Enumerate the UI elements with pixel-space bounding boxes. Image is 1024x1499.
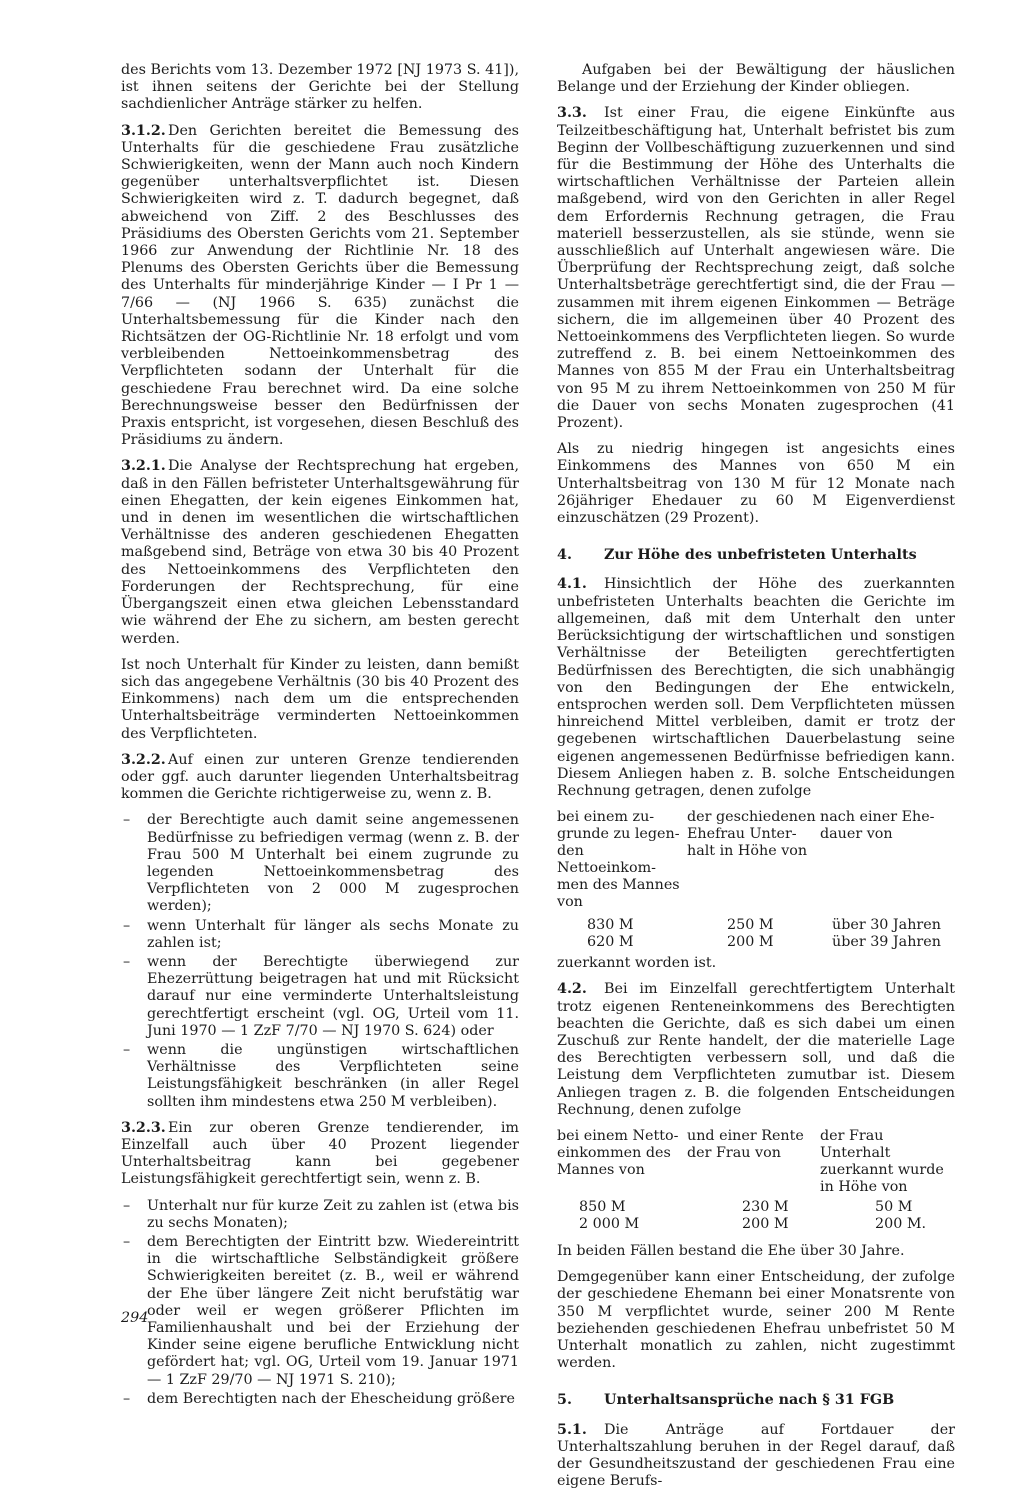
- table-cell: 830 M: [587, 917, 634, 934]
- section-3-1-2: [121, 123, 519, 450]
- heading-section-4: [557, 547, 955, 564]
- section-number: 4.1.: [557, 576, 587, 593]
- page-number: 294: [121, 1310, 149, 1326]
- header-line: einkommen des: [557, 1144, 671, 1161]
- header-line: dauer von: [820, 826, 893, 843]
- header-line: der Frau von: [687, 1144, 781, 1161]
- paragraph-niedrig: Als zu niedrig hingegen ist angesichts eines Einkommens des Mannes von 650 M ein Unterhaltsbeitrag von 130 M für 12 Monate nach 26jähriger Ehedauer zu 60 M Eigenverdienst einzuschätzen (29 Prozent).: [557, 441, 955, 527]
- table-row: [557, 1199, 955, 1216]
- section-text: Auf einen zur unteren Grenze tendierenden oder ggf. auch darunter liegenden Unterhaltsbeitrag kommen die Gerichte richtigerweise zu, wenn z. B.: [121, 751, 519, 803]
- header-line: bei einem Netto-: [557, 1127, 679, 1144]
- paragraph-beiden: In beiden Fällen bestand die Ehe über 30 Jahre.: [557, 1242, 905, 1259]
- table-cell: 250 M: [727, 917, 774, 934]
- table-cell: 2 000 M: [579, 1215, 640, 1232]
- table-cell: 50 M: [875, 1198, 913, 1215]
- section-number: 3.2.2.: [121, 751, 166, 768]
- table-row: [557, 917, 955, 934]
- table-cell: 200 M: [727, 934, 774, 951]
- section-text: Hinsichtlich der Höhe des zuerkannten unbefristeten Unterhalts beachten die Gerichte im allgemeinen, daß mit dem Unterhalt den unter Berücksichtigung der wirtschaftlichen und sonstigen Verhältnisse der Beteiligten gerechtfertigten Bedürfnissen des Berechtigten, die sich unabhängig von den Bedingungen der Ehe entwickeln, entsprochen werden soll. Dem Verpflichteten müssen hinreichend Mittel verbleiben, damit er trotz der gegebenen wirtschaftlichen Dauerbelastung seine eigenen angemessenen Bedürfnisse befriedigen kann. Diesem Anliegen haben z. B. solche Entscheidungen Rechnung getragen, denen zufolge: [557, 576, 955, 799]
- table-cell: 230 M: [742, 1198, 789, 1215]
- table-header-cell: [820, 1128, 955, 1196]
- list-item: – wenn die ungünstigen wirtschaftlichen Verhältnisse des Verpflichteten seine Leistungsfähigkeit beschränken (in aller Regel sollten ihm mindestens etwa 250 M verbleiben).: [121, 1042, 519, 1111]
- header-line: der geschiedenen: [687, 809, 816, 826]
- table-row: [557, 934, 955, 951]
- income-table-1: [557, 809, 955, 951]
- dash-list-upper: [121, 1198, 519, 1408]
- table-cell: 200 M: [742, 1215, 789, 1232]
- section-4-1: [557, 576, 955, 800]
- heading-text: Zur Höhe des unbefristeten Unterhalts: [604, 547, 917, 564]
- header-line: in Höhe von: [820, 1178, 908, 1195]
- section-3-3: [557, 105, 955, 432]
- section-text: Ist einer Frau, die eigene Einkünfte aus Teilzeitbeschäftigung hat, Unterhalt befristet bis zum Beginn der Vollbeschäftigung zuzuerkennen und sind für die Bestimmung der Höhe des Unterhalts die wirtschaftlichen Verhältnisse der Parteien allein maßgebend, wird von den Gerichten in aller Regel dem Erfordernis Rechnung getragen, die Frau materiell besserzustellen, als sie stünde, wenn sie ausschließlich auf Unterhalt angewiesen wäre. Die Überprüfung der Rechtsprechung zeigt, daß solche Unterhaltsbeträge gerechtfertigt sind, die der Frau — zusammen mit ihrem eigenen Einkommen — Beträge sichern, die im allgemeinen über 40 Prozent des Nettoeinkommens des Verpflichteten liegen. So wurde zutreffend z. B. bei einem Nettoeinkommen des Mannes von 855 M der Frau ein Unterhaltsbeitrag von 95 M zu ihrem Nettoeinkommen von 250 M für die Dauer von sechs Monaten zugesprochen (41 Prozent).: [557, 105, 955, 432]
- header-line: men des Mannes: [557, 877, 680, 894]
- table-cell: über 39 Jahren: [832, 934, 941, 951]
- paragraph-demgegenueber: Demgegenüber kann einer Entscheidung, der zufolge der geschiedene Ehemann bei einer Monatsrente von 350 M verpflichtet wurde, seiner 200 M Rente beziehenden geschiedenen Ehefrau unbefristet 50 M Unterhalt monatlich zu zahlen, nicht zugestimmt werden.: [557, 1269, 955, 1372]
- header-line: halt in Höhe von: [687, 843, 808, 860]
- left-column: [121, 62, 519, 1417]
- table-header-cell: [557, 809, 687, 911]
- section-3-2-1: [121, 458, 519, 647]
- header-line: der Frau Unterhalt: [820, 1127, 891, 1161]
- heading-section-5: [557, 1392, 955, 1409]
- list-item: – dem Berechtigten der Eintritt bzw. Wiedereintritt in die wirtschaftliche Selbständigkeit größere Schwierigkeiten bereitet (z. B., weil er während der Ehe über längere Zeit nicht berufstätig war oder weil er wegen größerer Pflichten im Familienhaushalt und bei der Erziehung der Kinder seine eigene berufliche Entwicklung nicht gefördert hat; vgl. OG, Urteil vom 19. Januar 1971 — 1 ZzF 29/70 — NJ 1971 S. 210);: [121, 1234, 519, 1389]
- table-header-cell: [820, 809, 955, 911]
- dash-list-lower: [121, 812, 519, 1110]
- list-item: – der Berechtigte auch damit seine angemessenen Bedürfnisse zu befriedigen vermag (wenn z. B. der Frau 500 M Unterhalt bei einem zugrunde zu legenden Nettoeinkommensbetrag des Verpflichteten von 2 000 M zugesprochen werden);: [121, 812, 519, 915]
- table-cell: 200 M.: [875, 1215, 927, 1232]
- section-number: 3.2.1.: [121, 458, 166, 475]
- heading-text: Unterhaltsansprüche nach § 31 FGB: [604, 1392, 895, 1409]
- right-column: [557, 62, 955, 1499]
- header-line: und einer Rente: [687, 1127, 804, 1144]
- section-4-2: [557, 981, 955, 1119]
- section-text: Die Anträge auf Fortdauer der Unterhaltszahlung beruhen in der Regel darauf, daß der Gesundheitszustand der geschiedenen Frau eine eigene Berufs-: [557, 1421, 955, 1490]
- header-line: bei einem zu-: [557, 809, 655, 826]
- section-3-2-2: [121, 752, 519, 804]
- list-item: – wenn der Berechtigte überwiegend zur Ehezerrüttung beigetragen hat und mit Rücksicht darauf nur eine verminderte Unterhaltsleistung gerechtfertigt erscheint (vgl. OG, Urteil vom 11. Juni 1970 — 1 ZzF 7/70 — NJ 1970 S. 624) oder: [121, 954, 519, 1040]
- section-text: Den Gerichten bereitet die Bemessung des Unterhalts für die geschiedene Frau zusätzliche Schwierigkeiten, wenn der Mann auch noch Kindern gegenüber unterhaltsverpflichtet ist. Diesen Schwierigkeiten wird z. T. dadurch begegnet, daß abweichend von Ziff. 2 des Beschlusses des Präsidiums des Obersten Gerichts vom 21. September 1966 zur Anwendung der Richtlinie Nr. 18 des Plenums des Obersten Gerichts über die Bemessung des Unterhalts für minderjährige Kinder — I Pr 1 — 7/66 — (NJ 1966 S. 635) zunächst die Unterhaltsbemessung für die Kinder nach den Richtsätzen der OG-Richtlinie Nr. 18 erfolgt und vom verbleibenden Nettoeinkommensbetrag des Verpflichteten sodann der Unterhalt für die geschiedene Frau berechnet wird. Da eine solche Berechnungsweise besser den Bedürfnissen der Praxis entspricht, ist vorgesehen, diesen Beschluß des Präsidiums zu ändern.: [121, 122, 519, 449]
- table-header: [557, 1128, 955, 1196]
- section-5-1: [557, 1422, 955, 1491]
- table-cell: über 30 Jahren: [832, 917, 941, 934]
- section-text: Ein zur oberen Grenze tendierender, im Einzelfall auch über 40 Prozent liegender Unterhaltsbeitrag kann bei gegebener Leistungsfähigkeit gerechtfertigt sein, wenn z. B.: [121, 1119, 519, 1188]
- table-header-cell: [687, 809, 820, 911]
- header-line: zuerkannt wurde: [820, 1161, 944, 1178]
- paragraph-continuation: Aufgaben bei der Bewältigung der häuslichen Belange und der Erziehung der Kinder obliegen.: [557, 62, 955, 96]
- table-header-cell: [687, 1128, 820, 1196]
- paragraph-kinder: Ist noch Unterhalt für Kinder zu leisten, dann bemißt sich das angegebene Verhältnis (30 bis 40 Prozent des Einkommens) nach dem um die entsprechenden Unterhaltsbeiträge verminderten Nettoeinkommen des Verpflichteten.: [121, 656, 519, 742]
- table-header: [557, 809, 955, 911]
- section-number: 3.3.: [557, 105, 587, 122]
- paragraph-zuerkannt: zuerkannt worden ist.: [557, 955, 717, 972]
- header-line: nach einer Ehe-: [820, 809, 935, 826]
- section-number: 3.2.3.: [121, 1119, 166, 1136]
- heading-number: 5.: [557, 1392, 572, 1409]
- section-number: 4.2.: [557, 981, 587, 998]
- paragraph-continuation: des Berichts vom 13. Dezember 1972 [NJ 1973 S. 41]), ist ihnen seitens der Gerichte bei der Stellung sachdienlicher Anträge stärker zu helfen.: [121, 62, 519, 113]
- section-number: 3.1.2.: [121, 122, 166, 139]
- header-line: Mannes von: [557, 1161, 645, 1178]
- header-line: Ehefrau Unter-: [687, 826, 797, 843]
- list-item: – wenn Unterhalt für länger als sechs Monate zu zahlen ist;: [121, 918, 519, 952]
- header-line: den Nettoeinkom-: [557, 843, 656, 877]
- section-number: 5.1.: [557, 1421, 587, 1438]
- table-cell: 850 M: [579, 1198, 626, 1215]
- header-line: grunde zu legen-: [557, 826, 680, 843]
- section-text: Die Analyse der Rechtsprechung hat ergeben, daß in den Fällen befristeter Unterhaltsgewährung für einen Ehegatten, der kein eigenes Einkommen hat, und in denen im wesentlichen die wirtschaftlichen Verhältnisse des anderen geschiedenen Ehegatten maßgebend sind, Beträge von etwa 30 bis 40 Prozent des Nettoeinkommens des Verpflichteten den Forderungen der Rechtsprechung, für eine Übergangszeit einen etwa gleichen Lebensstandard wie während der Ehe zu sichern, am besten gerecht werden.: [121, 458, 519, 647]
- table-row: [557, 1216, 955, 1233]
- heading-number: 4.: [557, 547, 572, 564]
- section-3-2-3: [121, 1120, 519, 1189]
- list-item: – dem Berechtigten nach der Ehescheidung größere: [121, 1391, 519, 1408]
- income-table-2: [557, 1128, 955, 1233]
- table-cell: 620 M: [587, 934, 634, 951]
- table-header-cell: [557, 1128, 687, 1196]
- header-line: von: [557, 894, 583, 911]
- section-text: Bei im Einzelfall gerechtfertigtem Unterhalt trotz eigenen Renteneinkommens des Berechtigten beachten die Gerichte, daß es sich dabei um einen Zuschuß zur Rente handelt, der die materielle Lage des Berechtigten verbessern soll, und daß die Leistung dem Verpflichteten zumutbar ist. Diesem Anliegen tragen z. B. die folgenden Entscheidungen Rechnung, denen zufolge: [557, 981, 955, 1118]
- list-item: – Unterhalt nur für kurze Zeit zu zahlen ist (etwa bis zu sechs Monaten);: [121, 1198, 519, 1232]
